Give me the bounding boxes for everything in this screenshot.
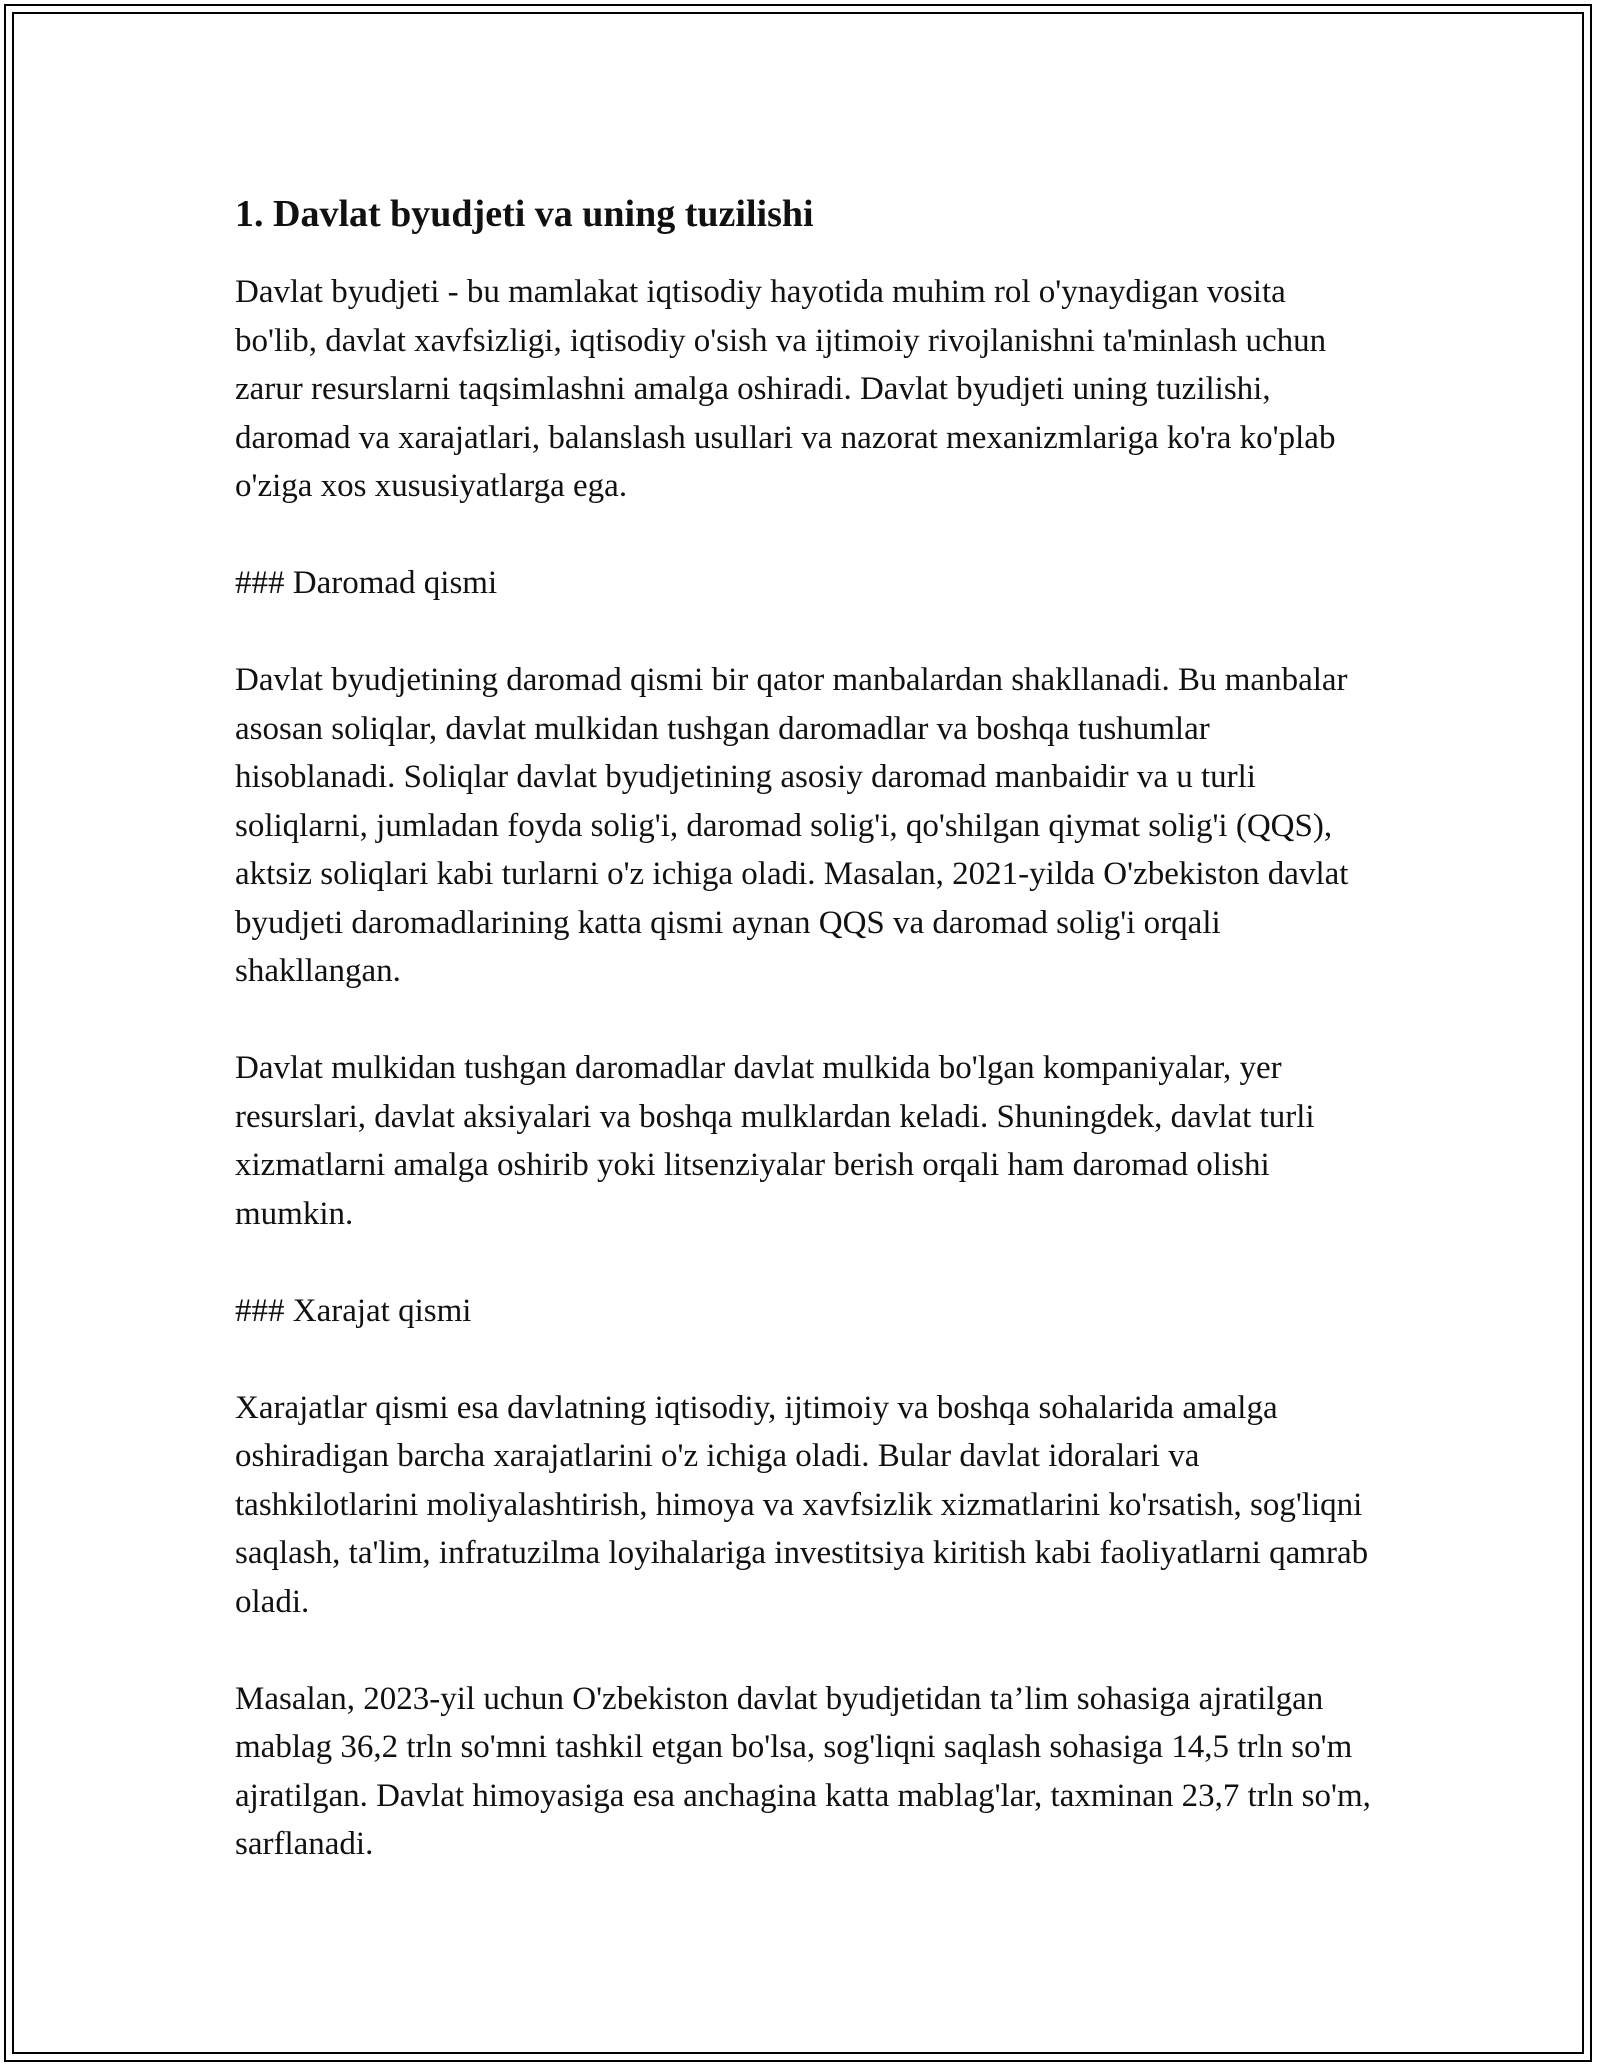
paragraph-xarajat: Xarajatlar qismi esa davlatning iqtisodiy, ijtimoiy va boshqa sohalarida amalga oshiradigan barcha xarajatlarini o'z ichiga oladi. Bular davlat idoralari va tashkilotlarini moliyalashtirish, himoya va xavfsizlik xizmatlarini ko'rsatish, sog'liqni saqlash, ta'lim, infratuzilma loyihalariga investitsiya kiritish kabi faoliyatlarni qamrab oladi. xyxy=(235,1389,1369,1620)
document-body xyxy=(235,185,1375,1917)
paragraph-state-property-income: Davlat mulkidan tushgan daromadlar davlat mulkida bo'lgan kompaniyalar, yer resurslari, davlat aksiyalari va boshqa mulklardan keladi. Shuningdek, davlat turli xizmatlarni amalga oshirib yoki litsenziyalar berish orqali ham daromad olishi mumkin. xyxy=(235,1050,1315,1232)
paragraph-2023-example: Masalan, 2023-yil uchun O'zbekiston davlat byudjetidan ta’lim sohasiga ajratilgan mablag 36,2 trln so'mni tashkil etgan bo'lsa, sog'liqni saqlash sohasiga 14,5 trln so'm ajratilgan. Davlat himoyasiga esa anchagina katta mablag'lar, taxminan 23,7 trln so'm, sarflanadi. xyxy=(235,1680,1371,1862)
subheading-daromad: ### Daromad qismi xyxy=(235,565,498,601)
paragraph-daromad-sources: Davlat byudjetining daromad qismi bir qator manbalardan shakllanadi. Bu manbalar asosan soliqlar, davlat mulkidan tushgan daromadlar va boshqa tushumlar hisoblanadi. Soliqlar davlat byudjetining asosiy daromad manbaidir va u turli soliqlarni, jumladan foyda solig'i, daromad solig'i, qo'shilgan qiymat solig'i (QQS), aktsiz soliqlari kabi turlarni o'z ichiga oladi. Masalan, 2021-yilda O'zbekiston davlat byudjeti daromadlarining katta qismi aynan QQS va daromad solig'i orqali shakllangan. xyxy=(235,662,1349,989)
subheading-xarajat: ### Xarajat qismi xyxy=(235,1292,472,1329)
paragraph-intro: Davlat byudjeti - bu mamlakat iqtisodiy hayotida muhim rol o'ynaydigan vosita bo'lib, davlat xavfsizligi, iqtisodiy o'sish va ijtimoiy rivojlanishni ta'minlash uchun zarur resurslarni taqsimlashni amalga oshiradi. Davlat byudjeti uning tuzilishi, daromad va xarajatlari, balanslash usullari va nazorat mexanizmlariga ko'ra ko'plab o'ziga xos xususіyatlarga ega. xyxy=(235,274,1336,504)
document-title: 1. Davlat byudjeti va uning tuzilishi xyxy=(235,193,814,235)
